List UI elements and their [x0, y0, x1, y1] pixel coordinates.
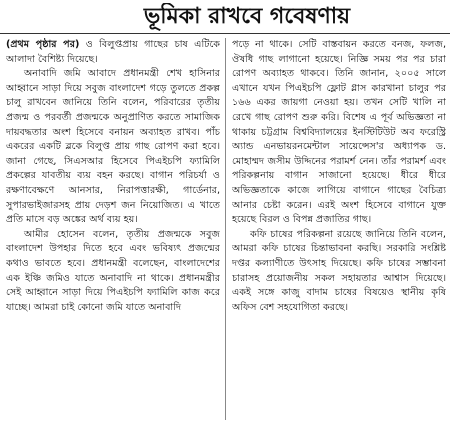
left-paragraph-2: অনাবাদি জমি আবাদে প্রধানমন্ত্রী শেখ হাসিনার আহ্বানে সাড়া দিয়ে সবুজ বাংলাদেশ গড়ে তুলতে প্রকল্প চালু রাখবেন জানিয়ে তিনি বলেন, পরিবারের তৃতীয় প্রজন্ম ও পরবর্তী প্রজন্মকে অনুপ্রাণিত করতে সামাজিক দায়বদ্ধতার অংশ হিসেবে বনায়ন অব্যাহত রাখব। পাঁচ একরের একটি ব্লকে বিলুপ্ত প্রায় গাছ রোপণ করা হবে। জানা গেছে, সিএসআর হিসেবে পিএইচপি ফ্যামিলি প্রকল্পের যাবতীয় ব্যয় বহন করছে। বাগান পরিচর্যা ও রক্ষণাবেক্ষণে আনসার, নিরাপত্তারক্ষী, গার্ডেনার, সুপারভাইজারসহ প্রায় দেড়শ জন নিয়োজিত। এ খাতে প্রতি মাসে বড় অঙ্কের অর্থ ব্যয় হয়। — [6, 68, 220, 226]
headline: ভূমিকা রাখবে গবেষণায় — [143, 4, 351, 29]
right-paragraph-2: কফি চাষের পরিকল্পনা রয়েছে জানিয়ে তিনি বলেন, আমরা কফি চাষের চিন্তাভাবনা করছি। সরকারি সংশ্লিষ্ট দপ্তর কল্যাণীতে উৎসাহ দিয়েছে। কফি চাষের সম্ভাবনা চারাসহ প্রয়োজনীয় সকল সহায়তার আশ্বাস দিয়েছে। একই সঙ্গে কাজু বাদাম চাষের বিষয়েও স্থানীয় কৃষি অফিস বেশ সহযোগিতা করছে। — [232, 228, 446, 313]
left-paragraph-1-text: ও বিলুপ্তপ্রায় গাছের চাষ এটিকে আলাদা বৈশিষ্ট্য দিয়েছে। — [6, 39, 220, 65]
continuation-tag: (প্রথম পৃষ্ঠার পর) — [6, 39, 80, 50]
right-column — [232, 38, 446, 422]
left-paragraph-1 — [6, 38, 220, 67]
right-paragraph-1: পড়ে না থাকে। সেটি বাস্তবায়ন করতে বনজ, ফলজ, ঔষধি গাছ লাগানো হয়েছে। নিজ্ঞি সময় পর পর চারা রোপণ অব্যাহত থাকবে। তিনি জানান, ২০০৫ সালে এখানে যখন পিএইচপি ফ্লোট গ্লাস কারখানা চালুর পর ১৬৬ একর জায়গা নেওয়া হয়। তখন সেটি খালি না রেখে গাছ রোপণ শুরু করি। বিশেষ এ পূর্ব অভিজ্ঞতা না থাকায় চট্টগ্রাম বিশ্ববিদ্যালয়ের ইনস্টিটিউট অব ফরেস্ট্রি অ্যান্ড এনভায়রনমেন্টাল সায়েন্সেস'র অধ্যাপক ড. মোহাম্মদ জসীম উদ্দিনের পরামর্শ নেন। তাঁর পরামর্শ এবং পরিকল্পনায় বাগান সাজানো হয়েছে। ধীরে ধীরে অভিজ্ঞতাকে কাজে লাগিয়ে বাগানে গাছের বৈচিত্র্য আনার চেষ্টা করেন। এরই অংশ হিসেবে বাগানে যুক্ত হয়েছে বিরল ও বিপন্ন প্রজাতির গাছ। — [232, 39, 446, 226]
left-column — [6, 38, 220, 422]
left-paragraph-3: আমীর হোসেন বলেন, তৃতীয় প্রজন্মকে সবুজ বাংলাদেশ উপহার দিতে হবে এবং ভবিষ্যৎ প্রজন্মের কথাও ভাবতে হবে। প্রধানমন্ত্রী বলেছেন, বাংলাদেশের এক ইঞ্চি জমিও যাতে অনাবাদি না থাকে। প্রধানমন্ত্রীর সেই আহ্বানে সাড়া দিয়ে পিএইচপি ফ্যামিলি কাজ করে যাচ্ছে। আমরা চাই কোনো জমি যাতে অনাবাদি — [6, 228, 220, 313]
column-divider — [225, 38, 226, 420]
headline-divider — [0, 33, 450, 34]
